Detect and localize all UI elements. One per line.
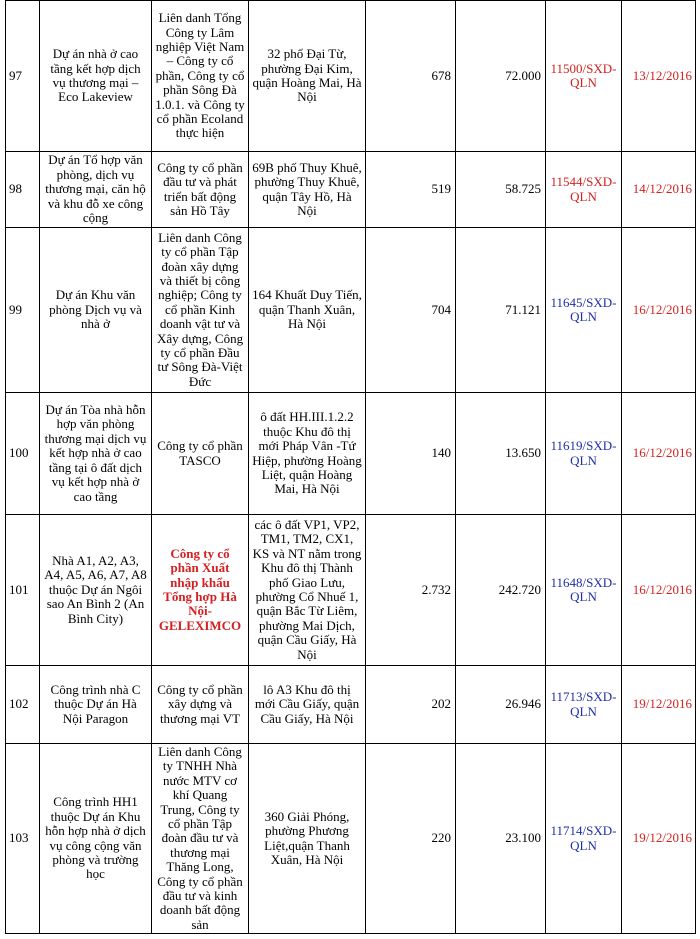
floor-area: 71.121: [456, 228, 546, 393]
investor-name: Liên danh Tổng Công ty Lâm nghiệp Việt Nam – Công ty cổ phần, Công ty cổ phần Sông Đà 1.0.1. và Công ty cổ phần Ecoland thực hiện: [152, 1, 249, 152]
unit-count: 202: [366, 666, 456, 744]
project-location: các ô đất VP1, VP2, TM1, TM2, CX1, KS và NT nằm trong Khu đô thị Thành phố Giao Lưu, phường Cổ Nhuế 1, quận Bắc Từ Liêm, phường Mai Dịch, quận Cầu Giấy, Hà Nội: [249, 515, 366, 666]
document-number: 11544/SXD-QLN: [546, 152, 622, 228]
row-number: 97: [6, 1, 40, 152]
table-row: [6, 666, 696, 744]
project-name: Dự án Khu văn phòng Dịch vụ và nhà ở: [40, 228, 152, 393]
document-date: 14/12/2016: [622, 152, 696, 228]
table-row: [6, 744, 696, 934]
project-name: Dự án Tòa nhà hỗn hợp văn phòng thương mại dịch vụ kết hợp nhà ở cao tầng tại ô đất dịch vụ kết hợp nhà ở cao tầng: [40, 393, 152, 515]
investor-name: Liên danh Công ty TNHH Nhà nước MTV cơ khí Quang Trung, Công ty cổ phần Tập đoàn đầu tư và thương mại Thăng Long, Công ty cổ phần đầu tư và kinh doanh bất động sản: [152, 744, 249, 934]
document-number: 11645/SXD-QLN: [546, 228, 622, 393]
unit-count: 2.732: [366, 515, 456, 666]
floor-area: 72.000: [456, 1, 546, 152]
project-location: 360 Giải Phóng, phường Phương Liệt,quận Thanh Xuân, Hà Nội: [249, 744, 366, 934]
row-number: 100: [6, 393, 40, 515]
table-row: [6, 152, 696, 228]
document-date: 16/12/2016: [622, 228, 696, 393]
unit-count: 220: [366, 744, 456, 934]
unit-count: 140: [366, 393, 456, 515]
document-number: 11500/SXD-QLN: [546, 1, 622, 152]
document-number: 11619/SXD-QLN: [546, 393, 622, 515]
project-location: lô A3 Khu đô thị mới Cầu Giấy, quận Cầu Giấy, Hà Nội: [249, 666, 366, 744]
document-number: 11648/SXD-QLN: [546, 515, 622, 666]
project-name: Dự án Tổ hợp văn phòng, dịch vụ thương mại, căn hộ và khu đỗ xe công cộng: [40, 152, 152, 228]
floor-area: 26.946: [456, 666, 546, 744]
floor-area: 58.725: [456, 152, 546, 228]
row-number: 101: [6, 515, 40, 666]
unit-count: 678: [366, 1, 456, 152]
investor-name: Công ty cổ phần Xuất nhập khẩu Tổng hợp Hà Nội-GELEXIMCO: [152, 515, 249, 666]
floor-area: 23.100: [456, 744, 546, 934]
unit-count: 704: [366, 228, 456, 393]
table-row: [6, 393, 696, 515]
investor-name: Công ty cổ phần TASCO: [152, 393, 249, 515]
row-number: 99: [6, 228, 40, 393]
project-location: ô đất HH.III.1.2.2 thuộc Khu đô thị mới Pháp Vân -Tứ Hiệp, phường Hoàng Liệt, quận Hoàng Mai, Hà Nội: [249, 393, 366, 515]
housing-projects-table: [5, 0, 696, 934]
project-name: Công trình nhà C thuộc Dự án Hà Nội Paragon: [40, 666, 152, 744]
unit-count: 519: [366, 152, 456, 228]
document-date: 16/12/2016: [622, 393, 696, 515]
document-date: 13/12/2016: [622, 1, 696, 152]
table-row: [6, 228, 696, 393]
project-location: 69B phố Thuy Khuê, phường Thuy Khuê, quận Tây Hồ, Hà Nội: [249, 152, 366, 228]
row-number: 103: [6, 744, 40, 934]
document-date: 19/12/2016: [622, 666, 696, 744]
table-row: [6, 515, 696, 666]
project-name: Dự án nhà ở cao tầng kết hợp dịch vụ thương mại – Eco Lakeview: [40, 1, 152, 152]
floor-area: 13.650: [456, 393, 546, 515]
floor-area: 242.720: [456, 515, 546, 666]
document-number: 11713/SXD-QLN: [546, 666, 622, 744]
project-location: 164 Khuất Duy Tiến, quận Thanh Xuân, Hà Nội: [249, 228, 366, 393]
project-name: Công trình HH1 thuộc Dự án Khu hỗn hợp nhà ở dịch vụ công cộng văn phòng và trường học: [40, 744, 152, 934]
investor-name: Công ty cổ phần xây dựng và thương mại VT: [152, 666, 249, 744]
investor-name: Công ty cổ phần đầu tư và phát triển bất động sản Hồ Tây: [152, 152, 249, 228]
document-date: 19/12/2016: [622, 744, 696, 934]
project-location: 32 phố Đại Từ, phường Đại Kim, quận Hoàng Mai, Hà Nội: [249, 1, 366, 152]
project-name: Nhà A1, A2, A3, A4, A5, A6, A7, A8 thuộc Dự án Ngôi sao An Bình 2 (An Bình City): [40, 515, 152, 666]
document-number: 11714/SXD-QLN: [546, 744, 622, 934]
document-date: 16/12/2016: [622, 515, 696, 666]
row-number: 98: [6, 152, 40, 228]
investor-name: Liên danh Công ty cổ phần Tập đoàn xây dựng và thiết bị công nghiệp; Công ty cổ phần Kinh doanh vật tư và Xây dựng, Công ty cổ phần Đầu tư Sông Đà-Việt Đức: [152, 228, 249, 393]
table-row: [6, 1, 696, 152]
row-number: 102: [6, 666, 40, 744]
